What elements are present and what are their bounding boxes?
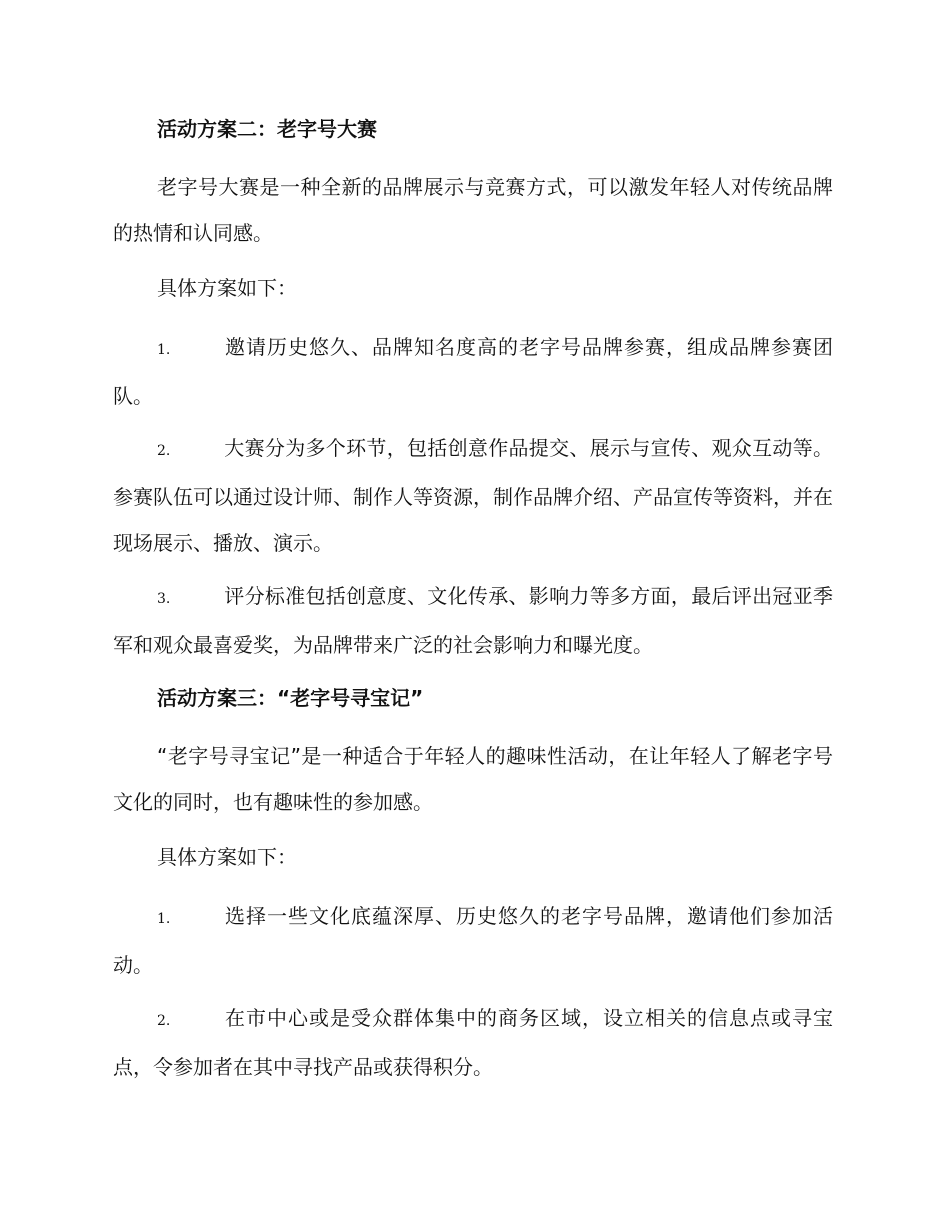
list-item xyxy=(113,324,833,419)
list-item xyxy=(113,995,833,1090)
list-item-number: 3. xyxy=(157,591,171,607)
list-item-number: 1. xyxy=(157,342,171,358)
list-item-text: 大赛分为多个环节，包括创意作品提交、展示与宣传、观众互动等。参赛队伍可以通过设计师、制作人等资源，制作品牌介绍、产品宣传等资料，并在现场展示、播放、演示。 xyxy=(113,436,833,555)
list-item xyxy=(113,425,833,566)
list-item-text: 选择一些文化底蕴深厚、历史悠久的老字号品牌，邀请他们参加活动。 xyxy=(113,904,833,977)
list-item-text: 在市中心或是受众群体集中的商务区域，设立相关的信息点或寻宝点，令参加者在其中寻找产品或获得积分。 xyxy=(113,1006,833,1079)
section-heading-3: 活动方案三：“老字号寻宝记” xyxy=(157,686,424,710)
section-intro-2: 老字号大赛是一种全新的品牌展示与竞赛方式，可以激发年轻人对传统品牌的热情和认同感。 xyxy=(113,175,833,245)
plan-label-3: 具体方案如下： xyxy=(157,845,297,869)
list-item xyxy=(113,893,833,988)
section-intro-3: “老字号寻宝记”是一种适合于年轻人的趣味性活动，在让年轻人了解老字号文化的同时，也有趣味性的参加感。 xyxy=(113,744,833,814)
plan-label-2: 具体方案如下： xyxy=(157,276,297,300)
list-item-number: 1. xyxy=(157,911,171,927)
list-item-text: 评分标准包括创意度、文化传承、影响力等多方面，最后评出冠亚季军和观众最喜爱奖，为品牌带来广泛的社会影响力和曝光度。 xyxy=(113,584,833,657)
section-heading-2: 活动方案二：老字号大赛 xyxy=(157,117,377,141)
list-item-text: 邀请历史悠久、品牌知名度高的老字号品牌参赛，组成品牌参赛团队。 xyxy=(113,335,833,408)
list-item xyxy=(113,573,833,668)
list-item-number: 2. xyxy=(157,1013,171,1029)
list-item-number: 2. xyxy=(157,443,171,459)
